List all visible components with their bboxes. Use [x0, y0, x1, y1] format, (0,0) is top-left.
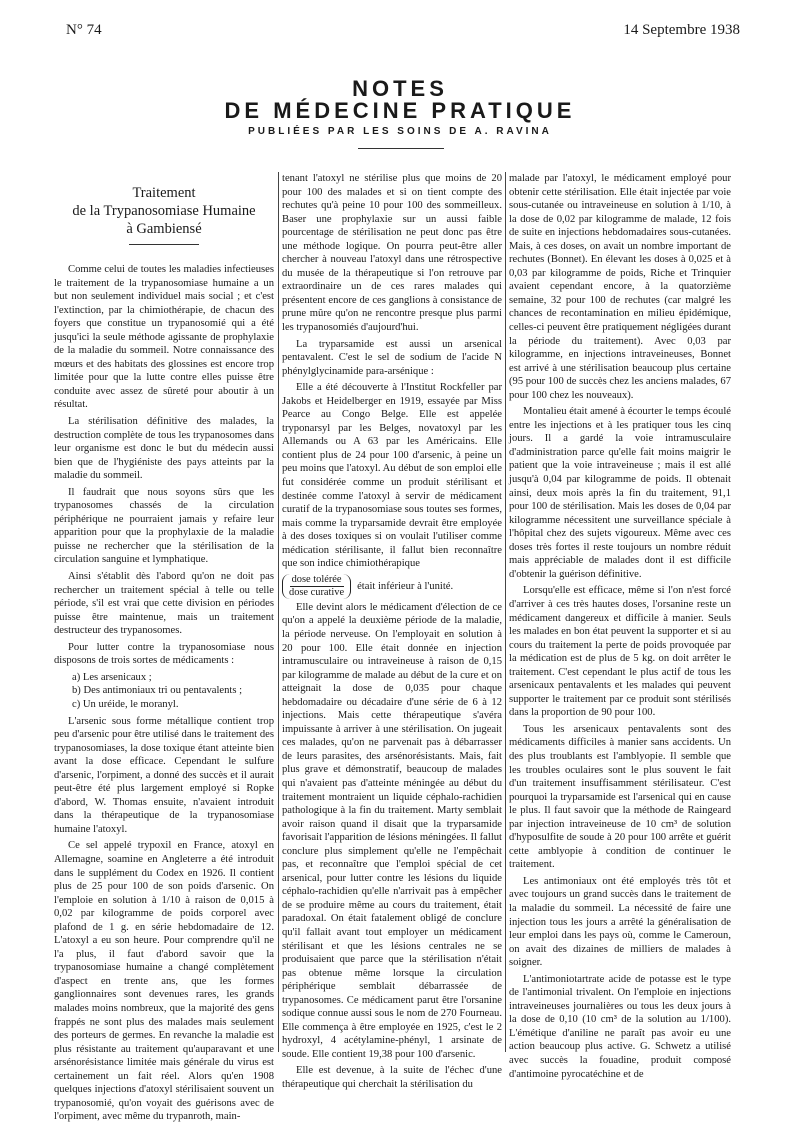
list-item: c) Un uréide, le moranyl.: [72, 698, 179, 710]
issue-number: N° 74: [66, 22, 102, 38]
paragraph: Il faudrait que nous soyons sûrs que les trypanosomes chassés de la circulation périphérique ne pourraient jamais y refaire leur apparition pour que la prophylaxie de la maladie puisse ne rechercher que la stérilisation de la circulation sanguine et lymphatique.: [54, 486, 274, 566]
article-title: [54, 184, 274, 238]
formula-text: était inférieur à l'unité.: [357, 580, 454, 592]
paragraph: Pour lutter contre la trypanosomiase nous disposons de trois sortes de médicaments :: [54, 641, 274, 667]
medication-list: [54, 671, 274, 712]
issue-date: 14 Septembre 1938: [623, 22, 740, 38]
paragraph: malade par l'atoxyl, le médicament employé pour obtenir cette stérilisation. Elle était injectée par voie sous-cutanée ou intraveineuse en solution à 1/10, à la dose de 0,02 par kilogramme de malade, 12 fois de suite en injections hebdomadaires sous-cutanées. Mais, à ces doses, on avait un nombre important de rechutes (Bonnet). En élevant les doses à 0,025 et à 0,03 par kilogramme de poids, Riche et Trinquier avaient cependant encore, à la quatorzième semaine, 32 pour 100 de rechutes (car malgré les chances de recontamination en milieu épidémique, celles-ci peuvent être pratiquement négligées durant la période du traitement). Avec 0,03 par kilogramme, en injections intraveineuses, Bonnet est arrivé à une stérilisation beaucoup plus certaine (95 pour 100 de succès chez les anciens malades, 67 pour 100 chez les nouveaux).: [509, 173, 731, 401]
title-line: Traitement: [132, 185, 196, 201]
column-2: [282, 172, 502, 1090]
column-1: [54, 178, 274, 1123]
title-rule: [129, 244, 199, 245]
paragraph: Comme celui de toutes les maladies infectieuses le traitement de la trypanosomiase humaine a un but non seulement individuel mais social ; et c'est l'extinction, par la chimiothérapie, de chacun des foyers que constitue un trypanosomié qui a été jusqu'ici la seule méthode agissante de prophylaxie de la maladie du sommeil. Notre connaissance des mœurs et des habitats des glossines est encore trop limitée pour que la lutte contre elles puisse être conduite avec assez de sûreté pour aboutir à un résultat.: [54, 264, 274, 411]
fraction: [282, 574, 351, 599]
paragraph: L'antimoniotartrate acide de potasse est le type de l'antimonial trivalent. On l'emploie en injections intraveineuses journalières ou tous les deux jours à la dose de 0,10 (10 cm³ de la solution au 1/100). L'émétique d'aniline ne paraît pas avoir eu une action beaucoup plus active. G. Schwetz a utilisé avec succès la fouadine, produit composé d'antimoine pyrocatéchine et de: [509, 973, 731, 1080]
paragraph: L'arsenic sous forme métallique contient trop peu d'arsenic pour être utilisé dans le traitement des trypanosomiases, la dose toxique étant atteinte bien avant la dose efficace. Cependant le sulfure d'arsenic, l'orpiment, a donné des succès et il aurait peut-être été plus largement employé si Ropke d'abord, W. Thomas ensuite, n'avaient introduit dans la thérapeutique de la trypanosomiase humaine l'atoxyl.: [54, 715, 274, 835]
fraction-denominator: dose curative: [289, 586, 345, 598]
column-3: [509, 172, 731, 1080]
list-item: b) Des antimoniaux tri ou pentavalents ;: [72, 685, 243, 697]
paragraph: tenant l'atoxyl ne stérilise plus que moins de 20 pour 100 des malades et si on tient compte des rechutes qu'à peine 10 pour 100 des sommeilleux. Baser une prophylaxie sur un aussi faible pourcentage de stérilisation ne peut donc pas être une méthode logique. On pourra peut-être aller chercher à nouveau l'atoxyl dans une rétrospective du musée de la thérapeutique si l'on retrouve par extraordinaire un de ces rares malades qui présentent encore de ces ganglions à consistance de prune mûre qu'on ne rencontre presque plus parmi les trypanosomiés d'aujourd'hui.: [282, 173, 502, 334]
masthead-line2: DE MÉDECINE PRATIQUE: [224, 98, 576, 123]
paragraph: Montalieu était amené à écourter le temps écoulé entre les injections et à les pratiquer tous les cinq jours. Il a gardé la voie intramusculaire d'administration parce qu'elle fait moins maigrir le patient que la voie intraveineuse ; mais il est allé jusqu'à 0,04 par kilogramme de poids. Il obtenait ainsi, deux mois après la fin du traitement, 91,1 pour 100 de stérilisation. Mais les doses de 0,04 par kilogramme nécessitent une surveillance spéciale à l'hôpital chez des sujets vigoureux. Même avec ces doses très fortes il reste toujours un nombre réduit mais appréciable de malades dont il est difficile d'obtenir la guérison définitive.: [509, 406, 731, 580]
paragraph: Ce sel appelé trypoxil en France, atoxyl en Allemagne, soamine en Angleterre a été introduit dans le supplément du Codex en 1926. Il contient plus de 25 pour 100 de son poids d'arsenic. On l'emploie en solution à 1/10 à raison de 0,015 à 0,02 par kilogramme de poids corporel avec plafond de 1 g. en série hebdomadaire de 12. L'atoxyl a eu son heure. Pour comprendre qu'il ne l'a plus, il faut d'abord savoir que la trypanosomiase humaine a changé complètement d'aspect en trente ans, que les formes ganglionnaires sont devenues rares, les grands malades moins nombreux, que la majorité des gens frappés ne sont plus des malades mais seulement des porteurs de germes. En revanche la maladie est plus résistante au traitement qu'auparavant et une arsénorésistance limitée mais générale du virus est certainement un fait réel. Alors qu'en 1908 quelques injections d'atoxyl stérilisaient souvent un trypanosomié, qu'on voyait des guérisons avec de l'orpiment, avec même du trypanroth, main-: [54, 840, 274, 1123]
list-item: a) Les arsenicaux ;: [72, 671, 152, 683]
paragraph: Elle a été découverte à l'Institut Rockfeller par Jakobs et Heidelberger en 1919, essayée par Miss Pearce au Congo Belge. Elle est appelée tryponarsyl par les Belges, novatoxyl par les Allemands ou A 63 par les Américains. Elle contient plus de 24 pour 100 d'arsenic, à peine un peu moins que l'atoxyl. Au début de son emploi elle fut considérée comme un produit stérilisant et destinée comme l'atoxyl à servir de médicament curatif de la trypanosomiase sous toutes ses formes, mais comme la tryparsamide devrait être employée à des doses toxiques si on voulait l'utiliser comme médication stérilisante, il fallut bien reconnaître que son indice chimiothérapique: [282, 382, 502, 570]
paragraph: Elle est devenue, à la suite de l'échec d'une thérapeutique qui cherchait la stérilisation du: [282, 1065, 502, 1090]
column-divider: [278, 172, 279, 1052]
paragraph: La stérilisation définitive des malades, la destruction complète de tous les trypanosomes dans leur organisme est donc le but du médecin aussi bien que de l'hygiéniste des pays atteints par la maladie du sommeil.: [54, 416, 274, 482]
paragraph: Ainsi s'établit dès l'abord qu'on ne doit pas rechercher un traitement spécial à telle ou telle période, s'il est vrai que cette division en périodes puisse être maintenue, mais un traitement destructeur des trypanosomes.: [54, 571, 274, 637]
paragraph: Elle devint alors le médicament d'élection de ce qu'on a appelé la deuxième période de la maladie, la période nerveuse. On l'employait en solution à 20 pour 100. Elle était donnée en injection intramusculaire ou intraveineuse à raison de 0,15 par kilogramme de malade au début de la cure et on atteignait la dose de 0,035 pour chaque hebdomadaire ou décadaire d'une série de 6 à 12 injections. Mais cette thérapeutique s'avéra impuissante à arriver à une stérilisation. On jugeait ces malades, qu'on ne parvenait pas à débarrasser de leurs parasites, des arsénorésistants. Mais, fait plus grave et démonstratif, beaucoup de malades qui n'avaient pas d'atteinte méningée au début du traitement montraient un liquide céphalo-rachidien pathologique à la fin du traitement. Marty semblait avoir raison quand il disait que la tryparsamide favorisait l'apparition de lésions méningées. Il fallut conclure plus simplement qu'elle ne l'empêchait pas, et reconnaître que l'emploi spécial de cet arsenical, pour lutter contre les lésions du liquide céphalo-rachidien qu'elle n'arrivait pas à empêcher de se produire même au cours du traitement, était paradoxal. On était fatalement obligé de conclure qu'il fallait avant tout employer un médicament stérilisant et que les lésions centrales ne se produisaient que parce que la stérilisation n'était pas obtenue même lorsque la circulation périphérique semblait débarrassée de trypanosomes. Ce médicament parut être l'orsanine sodique connue aussi sous le nom de 270 Fourneau. Elle commença à être employée en 1925, c'est le 2 hydroxyl, 4 acétylamine-phényl, 1 arsinate de soude. Elle contient 19,38 pour 100 d'arsenic.: [282, 601, 502, 1060]
title-line: de la Trypanosomiase Humaine: [72, 203, 256, 219]
chemotherapeutic-index-formula: [282, 574, 502, 599]
column-divider: [505, 172, 506, 1052]
masthead-rule: [358, 148, 444, 149]
masthead-line1: NOTES: [352, 76, 448, 101]
paragraph: La tryparsamide est aussi un arsenical pentavalent. C'est le sel de sodium de l'acide N phénylglycinamide para-arsénique :: [282, 338, 502, 377]
paragraph: Tous les arsenicaux pentavalents sont des médicaments difficiles à manier sans accidents. Un des plus troublants est l'amblyopie. Il semble que les troubles oculaires sont le plus souvent le fait d'un traitement insuffisamment stérilisateur. C'est pourquoi la tryparsamide est l'arsenical qui en cause le plus. Il faut savoir que la méthode de Raingeard par injection intraveineuse de 10 cm³ de solution d'hyposulfite de soude à 20 pour 100 arrête et guérit cette amblyopie à condition de continuer le traitement.: [509, 723, 731, 871]
title-line: à Gambiensé: [126, 221, 202, 237]
paragraph: Les antimoniaux ont été employés très tôt et avec toujours un grand succès dans le traitement de la maladie du sommeil. La nécessité de faire une injection tous les jours a arrêté la généralisation de leur emploi dans les pays où, comme le Cameroun, on avait des dizaines de milliers de malades à soigner.: [509, 875, 731, 969]
masthead-byline: PUBLIÉES PAR LES SOINS DE A. RAVINA: [248, 126, 552, 137]
fraction-numerator: dose tolérée: [291, 573, 342, 585]
paragraph: Lorsqu'elle est efficace, même si l'on n'est forcé d'arriver à ces très hautes doses, l'orsanine reste un médicament dangereux et difficile à manier. Seuls les malades en bon état peuvent la supporter et si au cours du traitement la perte de poids provoquée par la médication est de plus de 5 kg. on doit arrêter le traitement. C'est cependant le plus actif de tous les arsenicaux pentavalents et les malades qui peuvent supporter le traitement par ce produit sont stérilisés dans la proportion de 90 pour 100.: [509, 585, 731, 719]
